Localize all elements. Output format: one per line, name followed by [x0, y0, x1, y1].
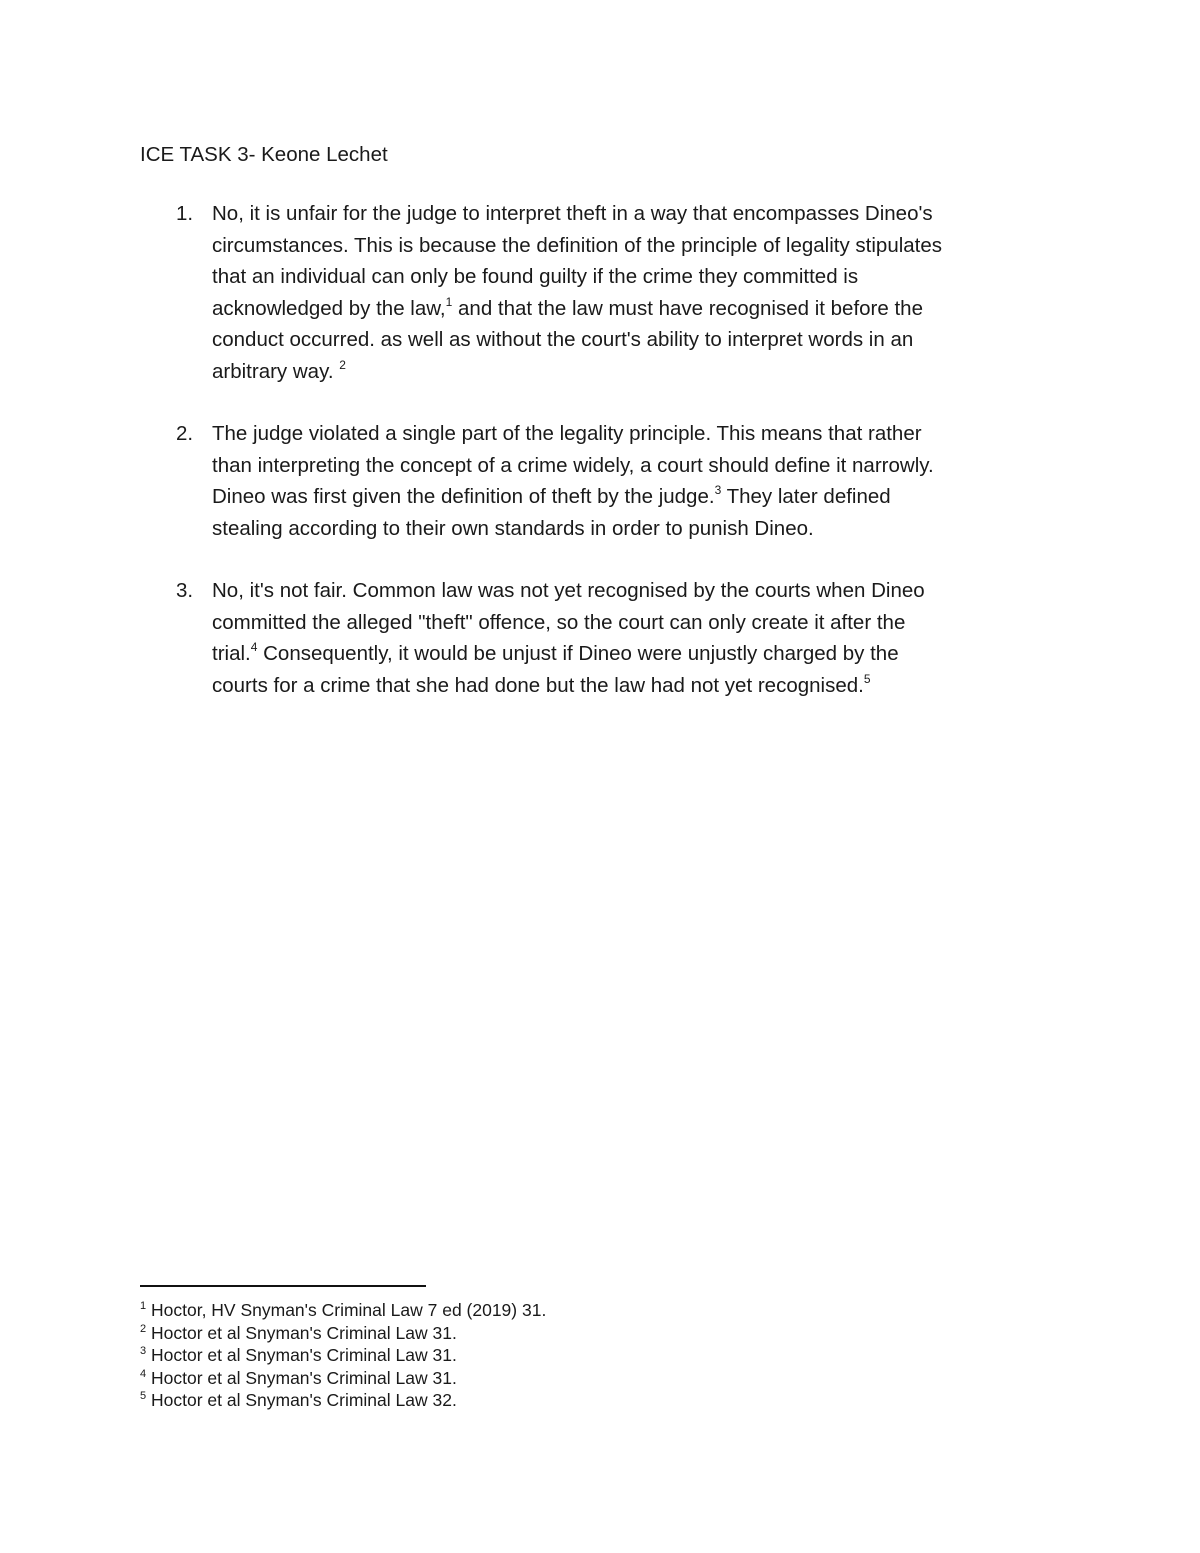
answer-line: The judge violated a single part of the legality principle. This means that rather: [212, 422, 922, 445]
answer-text: arbitrary way.: [212, 359, 340, 383]
footnote-text: Hoctor et al Snyman's Criminal Law 31.: [146, 1345, 457, 1365]
footnote-reference: 5: [863, 671, 871, 686]
answer-line: [212, 293, 1070, 325]
answer-line: that an individual can only be found guilty if the crime they committed is: [212, 265, 859, 288]
footnote-3: [140, 1344, 546, 1367]
answer-line: No, it is unfair for the judge to interpret theft in a way that encompasses Dineo's: [212, 202, 933, 225]
answer-text: They later defined: [721, 485, 891, 508]
footnote-mark: 4: [140, 1367, 147, 1380]
footnote-mark: 3: [140, 1345, 147, 1358]
answer-list: [140, 198, 1070, 732]
answer-item-3: [140, 575, 1070, 701]
answer-text: Dineo was first given the definition of theft by the judge.: [212, 485, 715, 508]
answer-line: [212, 638, 1070, 670]
answer-line: [212, 670, 1070, 702]
answer-text: and that the law must have recognised it before the: [452, 296, 923, 320]
footnote-text: Hoctor, HV Snyman's Criminal Law 7 ed (2019) 31.: [146, 1300, 547, 1320]
footnote-mark: 2: [140, 1322, 147, 1335]
answer-line: than interpreting the concept of a crime widely, a court should define it narrowly.: [212, 453, 934, 477]
answer-text: courts for a crime that she had done but the law had not yet recognised.: [212, 673, 864, 697]
footnote-reference: 2: [339, 357, 346, 372]
answer-number: 2.: [176, 422, 194, 445]
footnote-mark: 5: [140, 1390, 147, 1403]
footnote-reference: 4: [250, 640, 258, 655]
answer-line: [212, 356, 1070, 388]
footnote-1: [140, 1299, 546, 1322]
answer-number: 1.: [176, 202, 194, 225]
footnote-reference: 1: [445, 294, 453, 309]
answer-line: circumstances. This is because the definition of the principle of legality stipulates: [212, 233, 943, 257]
answer-item-2: [140, 418, 1070, 544]
answer-text: acknowledged by the law,: [212, 296, 446, 320]
document-title: ICE TASK 3- Keone Lechet: [140, 143, 388, 166]
footnote-text: Hoctor et al Snyman's Criminal Law 31.: [146, 1367, 457, 1388]
footnote-5: [140, 1389, 546, 1412]
footnote-list: [140, 1299, 546, 1412]
answer-line: No, it's not fair. Common law was not yet recognised by the courts when Dineo: [212, 579, 925, 602]
answer-line: committed the alleged "theft" offence, so the court can only create it after the: [212, 610, 906, 634]
answer-line: conduct occurred. as well as without the court's ability to interpret words in an: [212, 328, 914, 351]
footnote-4: [140, 1367, 546, 1390]
footnote-mark: 1: [140, 1300, 147, 1313]
footnote-separator: [140, 1285, 426, 1287]
footnote-text: Hoctor et al Snyman's Criminal Law 32.: [146, 1390, 457, 1410]
answer-text: Consequently, it would be unjust if Dineo were unjustly charged by the: [257, 642, 899, 665]
answer-item-1: [140, 198, 1070, 387]
answer-line: stealing according to their own standards in order to punish Dineo.: [212, 516, 814, 540]
footnote-2: [140, 1322, 546, 1345]
answer-line: [212, 481, 1070, 513]
footnote-reference: 3: [714, 483, 722, 498]
answer-number: 3.: [176, 579, 194, 602]
answer-text: trial.: [212, 642, 251, 665]
footnote-text: Hoctor et al Snyman's Criminal Law 31.: [146, 1322, 457, 1343]
